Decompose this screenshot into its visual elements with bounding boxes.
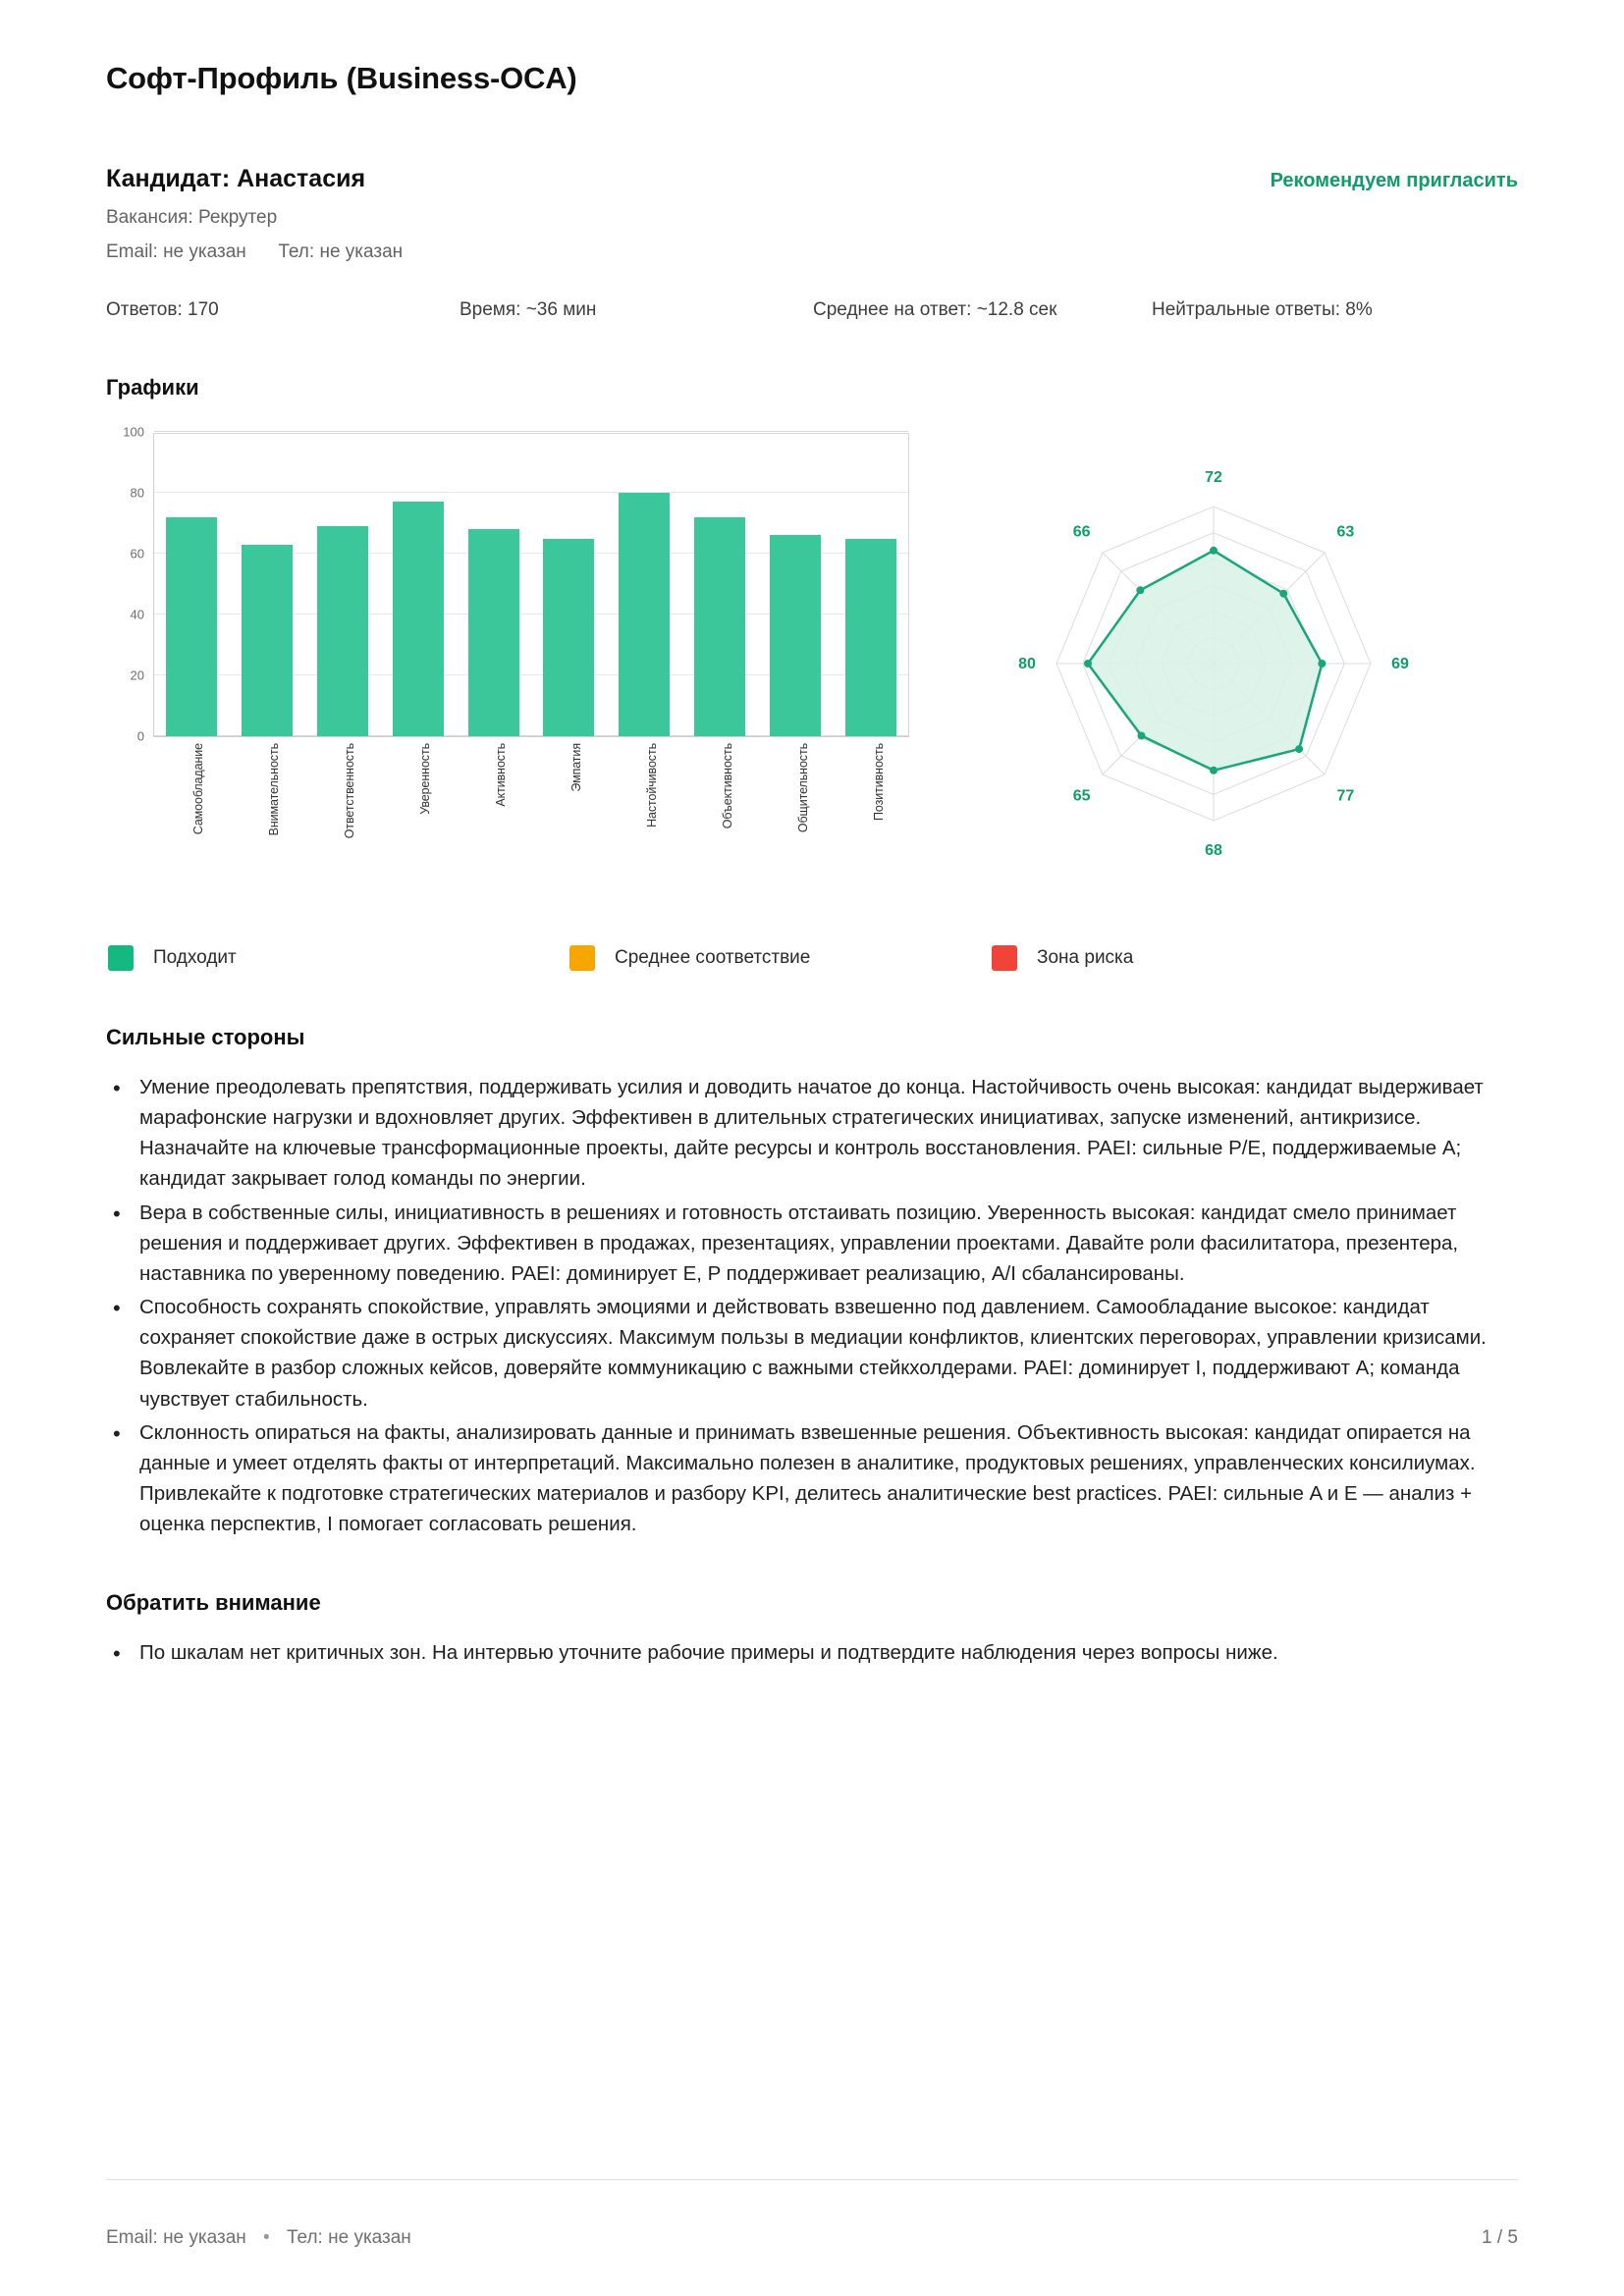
bar-slot — [531, 434, 607, 736]
x-axis-tick-label: Настойчивость — [644, 743, 659, 828]
bar-slot — [757, 434, 833, 736]
x-axis-tick-label: Внимательность — [266, 743, 281, 836]
candidate-vacancy: Вакансия: Рекрутер — [106, 207, 278, 228]
bar-slot — [833, 434, 908, 736]
candidate-phone: Тел: не указан — [278, 241, 404, 262]
bar — [242, 545, 293, 736]
candidate-contacts — [106, 241, 1518, 263]
x-axis-tick-label: Эмпатия — [568, 743, 583, 792]
footer-phone: Тел: не указан — [286, 2227, 411, 2248]
bar-slot — [682, 434, 758, 736]
bar — [393, 502, 444, 736]
list-item: • Вера в собственные силы, инициативность в решениях и готовность отстаивать позицию. Уверенность высокая: кандидат смело принимает решения и поддерживает других. Эффективен в продажах, презентациях, управлении проектами. Давайте роли фасилитатора, презентера, наставника по уверенному поведению. PAEI: доминирует E, P поддерживает реализацию, A/I сбалансированы. — [139, 1198, 1518, 1289]
footer-separator-dot: • — [263, 2227, 270, 2248]
x-axis-tick — [229, 737, 304, 865]
recommendation-badge: Рекомендуем пригласить — [1270, 170, 1518, 191]
radar-point — [1318, 660, 1326, 667]
attention-list — [106, 1637, 1518, 1668]
radar-chart — [909, 433, 1518, 884]
x-axis-tick — [304, 737, 380, 865]
bar-slot — [456, 434, 531, 736]
footer-page-number: 1 / 5 — [1482, 2227, 1518, 2248]
x-axis-tick-label: Позитивность — [871, 743, 886, 822]
bar-chart-bars — [154, 434, 908, 736]
x-axis-tick-label: Уверенность — [417, 743, 432, 815]
legend-label: Зона риска — [1037, 947, 1134, 968]
bar-slot — [154, 434, 230, 736]
list-item: • Способность сохранять спокойствие, управлять эмоциями и действовать взвешенно под давлением. Самообладание высокое: кандидат сохраняет спокойствие даже в острых дискуссиях. Максимум пользы в медиации конфликтов, клиентских переговорах, управлении кризисами. Вовлекайте в разбор сложных кейсов, доверяйте коммуникацию с важными стейкхолдерами. PAEI: доминирует I, поддерживают A; команда чувствует стабильность. — [139, 1292, 1518, 1415]
radar-point — [1210, 767, 1218, 774]
bar-chart-plot — [123, 424, 909, 744]
bar-slot — [380, 434, 456, 736]
y-axis-tick-label: 60 — [130, 546, 144, 561]
bar — [317, 526, 368, 736]
radar-axis-value-label: 66 — [1072, 523, 1091, 541]
bar — [845, 539, 896, 737]
section-strengths-title: Сильные стороны — [106, 1025, 305, 1049]
section-attention-title: Обратить внимание — [106, 1590, 321, 1616]
x-axis-tick — [758, 737, 834, 865]
bar — [543, 539, 594, 737]
metrics-row — [106, 299, 1518, 321]
legend-item — [108, 945, 569, 971]
radar-axis-value-label: 65 — [1072, 787, 1091, 805]
bar-slot — [305, 434, 381, 736]
footer-contacts — [106, 2227, 411, 2249]
x-axis-tick-label: Самообладание — [190, 743, 205, 835]
x-axis-tick-label: Активность — [493, 743, 508, 807]
bar-slot — [607, 434, 682, 736]
legend-item — [569, 945, 992, 971]
legend-swatch — [992, 945, 1017, 971]
y-axis-tick-label: 40 — [130, 607, 144, 622]
legend-item — [992, 945, 1133, 971]
candidate-name: Кандидат: Анастасия — [106, 165, 366, 192]
radar-point — [1210, 547, 1218, 555]
x-axis-tick — [834, 737, 909, 865]
candidate-header — [106, 165, 1518, 193]
x-axis-tick-label: Общительность — [795, 743, 810, 833]
y-axis-tick-label: 20 — [130, 667, 144, 683]
bar-chart — [106, 424, 909, 865]
legend-swatch — [569, 945, 595, 971]
radar-point — [1084, 660, 1092, 667]
list-item: • Умение преодолевать препятствия, поддерживать усилия и доводить начатое до конца. Настойчивость очень высокая: кандидат выдерживает марафонские нагрузки и вдохновляет других. Эффективен в длительных стратегических инициативах, запуске изменений, антикризисе. Назначайте на ключевые трансформационные проекты, дайте ресурсы и контроль восстановления. PAEI: сильные P/E, поддерживаемые A; кандидат закрывает голод команды по энергии. — [139, 1072, 1518, 1195]
radar-axis-value-label: 72 — [1205, 469, 1222, 486]
list-item: • Склонность опираться на факты, анализировать данные и принимать взвешенные решения. Объективность высокая: кандидат опирается на данные и умеет отделять факты от интерпретаций. Максимально полезен в аналитике, продуктовых решениях, управленческих консилиумах. Привлекайте к подготовке стратегических материалов и разбору KPI, делитесь аналитические best practices. PAEI: сильные A и E — анализ + оценка перспектив, I помогает согласовать решения. — [139, 1417, 1518, 1540]
bar — [619, 493, 670, 736]
x-axis-tick — [153, 737, 229, 865]
section-charts-title: Графики — [106, 375, 199, 400]
radar-axis-value-label: 63 — [1336, 523, 1355, 541]
radar-axis-value-label: 77 — [1336, 787, 1355, 805]
radar-axis-value-label: 68 — [1205, 842, 1222, 859]
radar-axis-value-label: 80 — [1018, 656, 1036, 672]
bar-slot — [230, 434, 305, 736]
x-axis-tick — [456, 737, 531, 865]
bar — [166, 517, 217, 736]
footer-email: Email: не указан — [106, 2227, 246, 2248]
radar-point — [1279, 590, 1287, 598]
x-axis-tick — [531, 737, 607, 865]
metric-answers: Ответов: 170 — [106, 299, 219, 320]
y-axis-tick-label: 80 — [130, 485, 144, 501]
y-axis-tick-label: 100 — [123, 424, 144, 440]
metric-neutral: Нейтральные ответы: 8% — [1152, 299, 1373, 320]
radar-chart-svg — [909, 443, 1518, 884]
charts-area — [106, 424, 1518, 884]
gridline — [123, 424, 908, 440]
x-axis-tick-label: Ответственность — [342, 743, 356, 839]
radar-point — [1136, 586, 1144, 594]
candidate-email: Email: не указан — [106, 241, 246, 262]
bar-chart-x-labels — [153, 737, 909, 865]
metric-time: Время: ~36 мин — [460, 299, 597, 320]
metric-average: Среднее на ответ: ~12.8 сек — [813, 299, 1057, 320]
bar — [694, 517, 745, 736]
x-axis-tick — [380, 737, 456, 865]
x-axis-tick-label: Объективность — [720, 743, 734, 829]
legend-label: Подходит — [153, 947, 237, 968]
y-axis-tick-label: 0 — [136, 728, 144, 744]
bar — [770, 535, 821, 736]
strengths-list — [106, 1072, 1518, 1539]
radar-point — [1138, 732, 1146, 740]
x-axis-tick — [607, 737, 682, 865]
legend-label: Среднее соответствие — [615, 947, 811, 968]
page-title: Софт-Профиль (Business-OCA) — [106, 61, 577, 95]
radar-axis-value-label: 69 — [1391, 656, 1409, 672]
list-item: • По шкалам нет критичных зон. На интервью уточните рабочие примеры и подтвердите наблюдения через вопросы ниже. — [139, 1637, 1518, 1668]
bar — [468, 529, 519, 736]
page-footer — [106, 2179, 1518, 2296]
legend-swatch — [108, 945, 134, 971]
x-axis-tick — [682, 737, 758, 865]
chart-legend — [106, 945, 1518, 971]
radar-point — [1295, 745, 1303, 753]
radar-series-area — [1088, 551, 1322, 771]
